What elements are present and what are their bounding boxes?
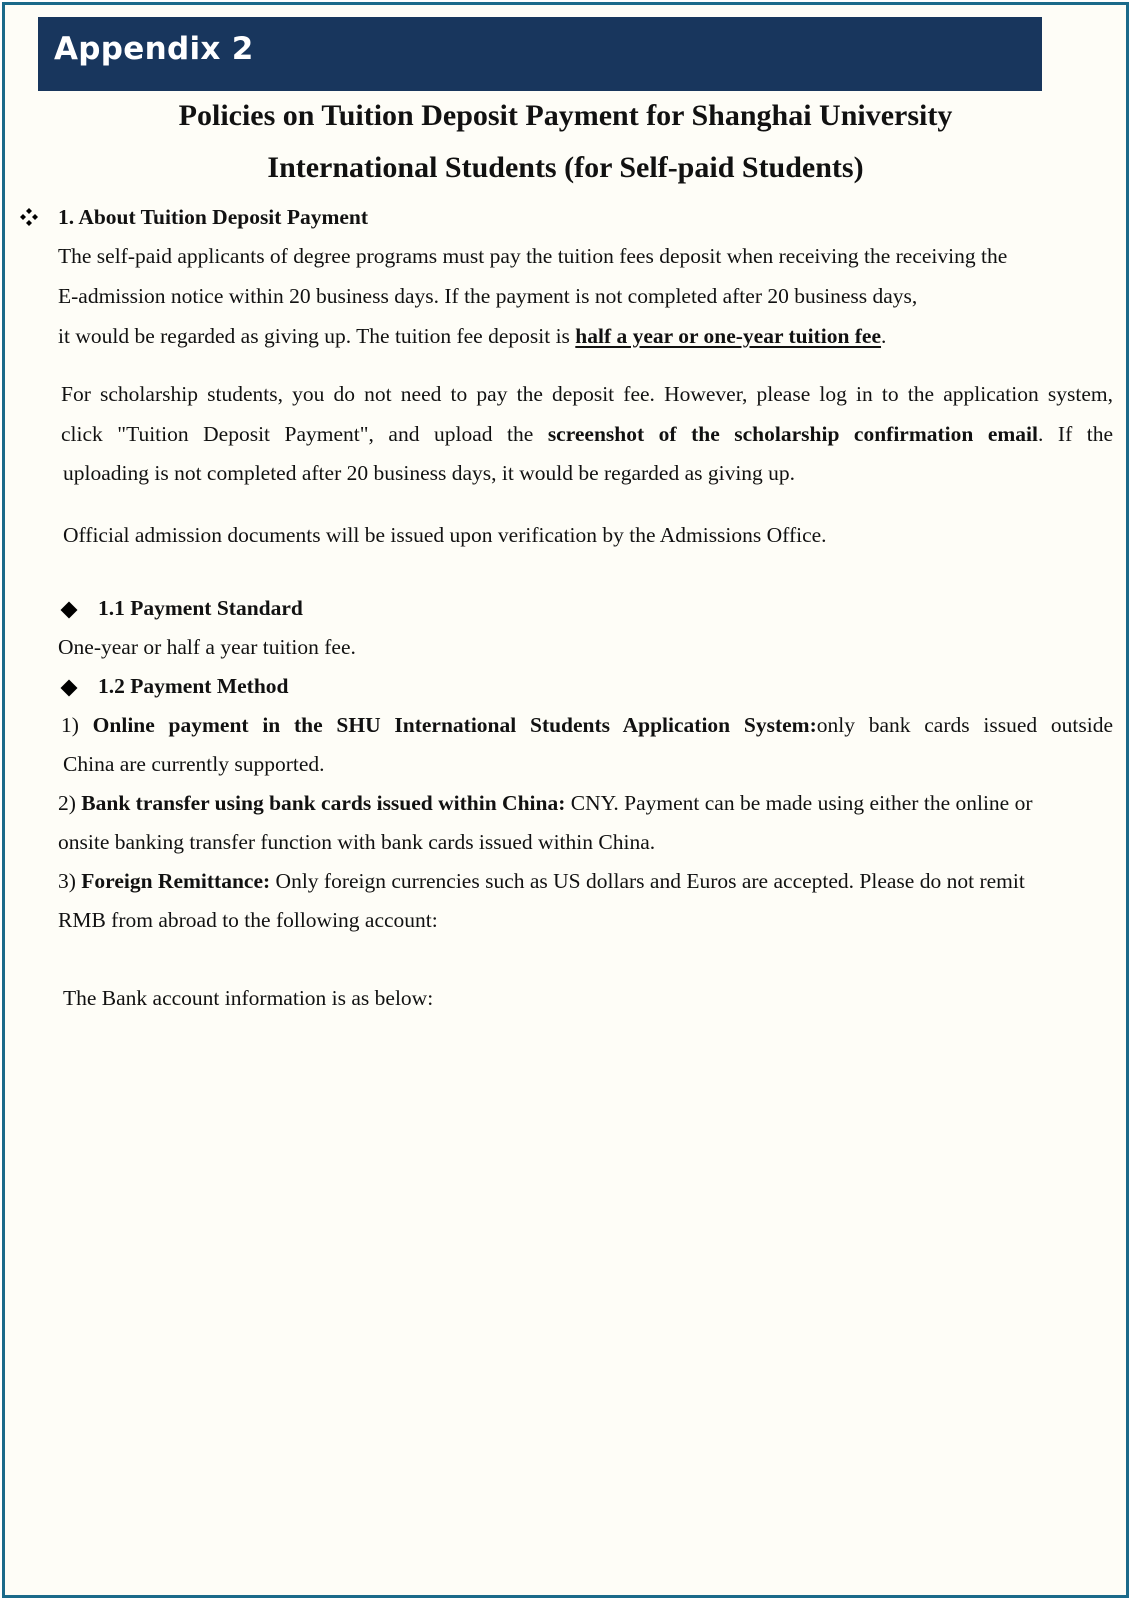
list-item-text: only bank cards issued outside [816,713,1113,737]
paragraph-line: For scholarship students, you do not need to pay the deposit fee. However, please log in to the application system, [61,382,1113,406]
paragraph-line: onsite banking transfer function with bank cards issued within China. [58,830,656,854]
paragraph-line: The self-paid applicants of degree programs must pay the tuition fees deposit when receiving the receiving the [58,244,1008,268]
appendix-label: Appendix 2 [54,31,254,67]
paragraph-text: click "Tuition Deposit Payment", and upload the [61,422,548,446]
list-item-title: Online payment in the SHU International Students Application System: [92,713,817,737]
paragraph-line: China are currently supported. [63,752,325,776]
bank-info-intro: The Bank account information is as below: [63,986,434,1010]
deposit-amount-emphasis: half a year or one-year tuition fee [575,324,882,348]
paragraph-line [61,422,1113,447]
list-item [61,713,1113,738]
list-item-text: Only foreign currencies such as US dollars and Euros are accepted. Please do not remit [270,869,1025,893]
section-heading-about-deposit: 1. About Tuition Deposit Payment [58,205,369,229]
list-number: 3) [58,869,82,893]
list-item-title: Foreign Remittance: [81,869,271,893]
paragraph-text: it would be regarded as giving up. The tuition fee deposit is [58,324,576,348]
list-item-text: CNY. Payment can be made using either the online or [565,791,1033,815]
document-title-line1: Policies on Tuition Deposit Payment for Shanghai University [178,99,953,132]
paragraph-line: RMB from abroad to the following account: [58,908,438,932]
scholarship-screenshot-emphasis: screenshot of the scholarship confirmation email [547,422,1039,446]
paragraph-line: uploading is not completed after 20 business days, it would be regarded as giving up. [63,461,796,485]
section-heading-payment-method: 1.2 Payment Method [98,674,289,698]
paragraph-line: E-admission notice within 20 business days. If the payment is not completed after 20 business days, [58,284,918,308]
paragraph-line: One-year or half a year tuition fee. [58,635,356,659]
list-item [58,791,1033,816]
list-number: 1) [61,713,93,737]
paragraph-line [58,324,886,349]
paragraph-text: . If the [1038,422,1114,446]
list-item [58,869,1025,894]
four-diamond-bullet-icon [18,206,40,228]
paragraph-line: Official admission documents will be issued upon verification by the Admissions Office. [63,523,827,547]
document-title-line2: International Students (for Self-paid Students) [267,151,864,184]
list-item-title: Bank transfer using bank cards issued within China: [81,791,566,815]
paragraph-text: . [881,324,887,348]
list-number: 2) [58,791,82,815]
section-heading-payment-standard: 1.1 Payment Standard [98,596,303,620]
appendix-banner [38,17,1042,91]
